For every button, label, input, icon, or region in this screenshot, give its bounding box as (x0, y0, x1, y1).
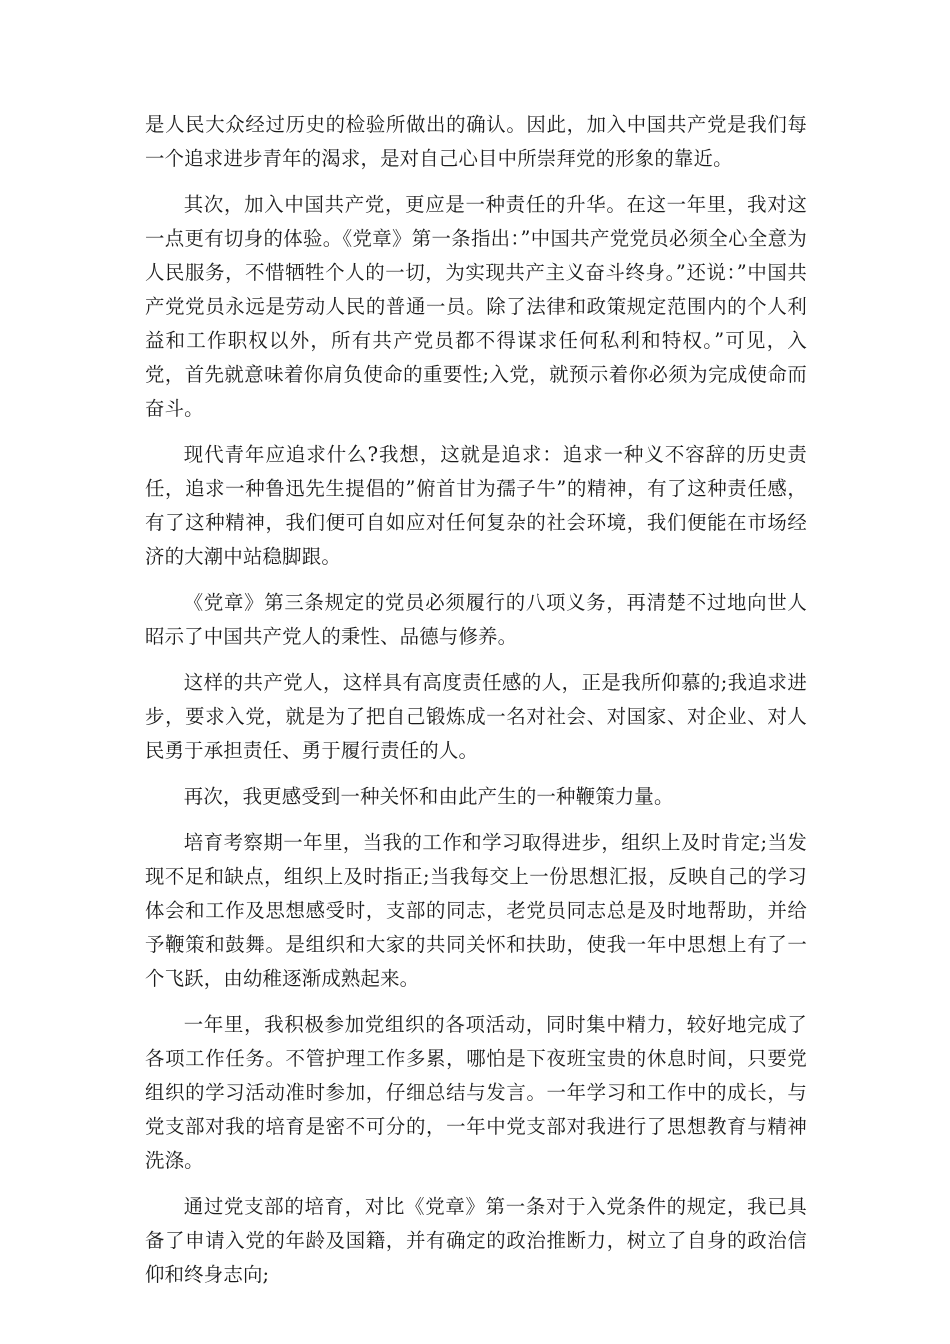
paragraph-3: 现代青年应追求什么?我想，这就是追求：追求一种义不容辞的历史责任，追求一种鲁迅先生提倡的”俯首甘为孺子牛”的精神，有了这种责任感，有了这种精神，我们便可自如应对任何复杂的社会环境，我们便能在市场经济的大潮中站稳脚跟。 (145, 443, 807, 568)
paragraph-9: 通过党支部的培育，对比《党章》第一条对于入党条件的规定，我已具备了申请入党的年龄及国籍，并有确定的政治推断力，树立了自身的政治信仰和终身志向; (145, 1195, 807, 1286)
paragraph-2: 其次，加入中国共产党，更应是一种责任的升华。在这一年里，我对这一点更有切身的体验。《党章》第一条指出：”中国共产党党员必须全心全意为人民服务，不惜牺牲个人的一切，为实现共产主义奋斗终身。”还说：”中国共产党党员永远是劳动人民的普通一员。除了法律和政策规定范围内的个人利益和工作职权以外，所有共产党员都不得谋求任何私利和特权。”可见，入党，首先就意味着你肩负使命的重要性;入党，就预示着你必须为完成使命而奋斗。 (145, 193, 807, 420)
document-page (145, 108, 807, 1304)
paragraph-5: 这样的共产党人，这样具有高度责任感的人，正是我所仰慕的;我追求进步，要求入党，就是为了把自己锻炼成一名对社会、对国家、对企业、对人民勇于承担责任、勇于履行责任的人。 (145, 671, 807, 762)
paragraph-8: 一年里，我积极参加党组织的各项活动，同时集中精力，较好地完成了各项工作任务。不管护理工作多累，哪怕是下夜班宝贵的休息时间，只要党组织的学习活动准时参加，仔细总结与发言。一年学习和工作中的成长，与党支部对我的培育是密不可分的，一年中党支部对我进行了思想教育与精神洗涤。 (145, 1013, 807, 1172)
paragraph-7: 培育考察期一年里，当我的工作和学习取得进步，组织上及时肯定;当发现不足和缺点，组织上及时指正;当我每交上一份思想汇报，反映自己的学习体会和工作及思想感受时，支部的同志，老党员同志总是及时地帮助，并给予鞭策和鼓舞。是组织和大家的共同关怀和扶助，使我一年中思想上有了一个飞跃，由幼稚逐渐成熟起来。 (145, 831, 807, 990)
paragraph-4: 《党章》第三条规定的党员必须履行的八项义务，再清楚不过地向世人昭示了中国共产党人的秉性、品德与修养。 (145, 591, 807, 648)
paragraph-1: 是人民大众经过历史的检验所做出的确认。因此，加入中国共产党是我们每一个追求进步青年的渴求，是对自己心目中所崇拜党的形象的靠近。 (145, 113, 807, 170)
paragraph-6: 再次，我更感受到一种关怀和由此产生的一种鞭策力量。 (183, 785, 674, 808)
